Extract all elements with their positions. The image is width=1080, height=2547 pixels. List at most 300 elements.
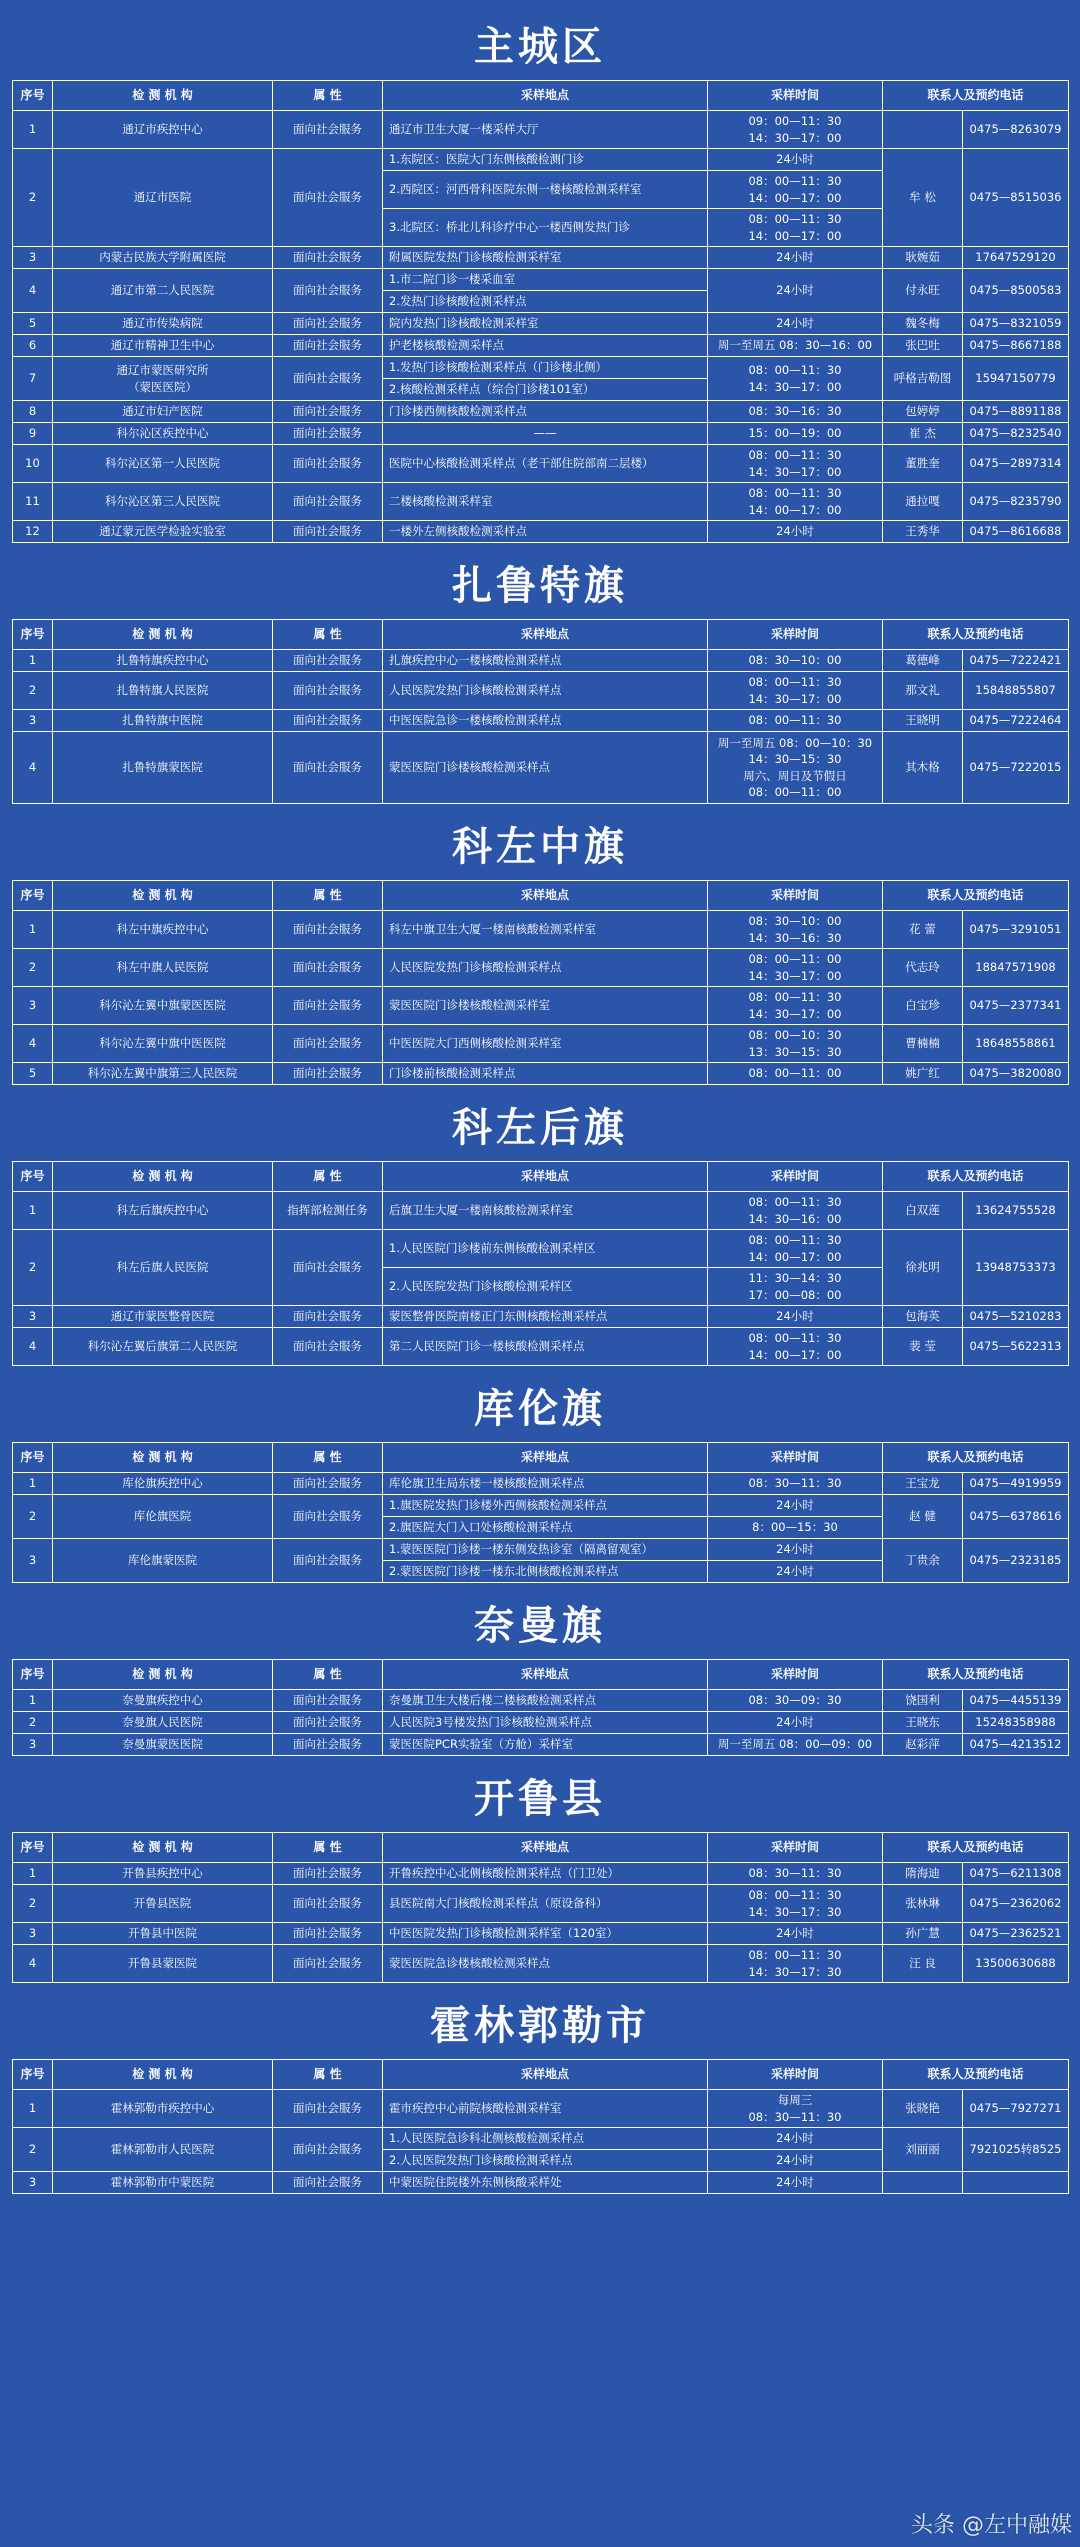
schedule-table: [12, 1832, 1069, 1983]
sampling-site: 中蒙医院住院楼外东侧核酸采样处: [383, 2172, 708, 2194]
sampling-time-line: 14：00—17：00: [748, 190, 842, 205]
table-row: [13, 483, 1069, 521]
table-row: [13, 1495, 1069, 1517]
sampling-site: 蒙医医院PCR实验室（方舱）采样室: [383, 1734, 708, 1756]
sampling-time-line: 11：30—14：30: [748, 1271, 842, 1286]
table-row: [13, 313, 1069, 335]
row-number: 4: [13, 1328, 53, 1366]
table-row: [13, 401, 1069, 423]
contact-person: 张巴吐: [883, 335, 963, 357]
column-header-time: 采样时间: [708, 1660, 883, 1690]
row-number: 12: [13, 521, 53, 543]
service-attribute: 面向社会服务: [273, 2128, 383, 2172]
row-number: 3: [13, 1306, 53, 1328]
row-number: 2: [13, 1885, 53, 1923]
contact-phone: 15848855807: [963, 672, 1069, 710]
institution-name: [53, 672, 273, 710]
column-header-no: 序号: [13, 1660, 53, 1690]
sampling-site: 科左中旗卫生大厦一楼南核酸检测采样室: [383, 911, 708, 949]
sampling-site: 二楼核酸检测采样室: [383, 483, 708, 521]
table-row: [13, 149, 1069, 171]
institution-name: [53, 1945, 273, 1983]
sampling-site: 医院中心核酸检测采样点（老干部住院部南二层楼）: [383, 445, 708, 483]
row-number: 2: [13, 672, 53, 710]
sampling-site: 人民医院3号楼发热门诊核酸检测采样点: [383, 1712, 708, 1734]
section-title: 科左中旗: [452, 824, 628, 870]
table-header-row: [13, 1660, 1069, 1690]
contact-person: 白双莲: [883, 1192, 963, 1230]
sampling-time: [708, 171, 883, 209]
sampling-site: 开鲁疾控中心北侧核酸检测采样点（门卫处）: [383, 1863, 708, 1885]
sampling-time-line: 14：30—17：00: [748, 1006, 842, 1021]
column-header-site: 采样地点: [383, 81, 708, 111]
institution-name: [53, 2172, 273, 2194]
table-header-row: [13, 2060, 1069, 2090]
institution-name: [53, 732, 273, 804]
table-row: [13, 111, 1069, 149]
service-attribute: 面向社会服务: [273, 1495, 383, 1539]
sampling-time-line: 14：30—17：00: [748, 464, 842, 479]
table-header-row: [13, 1443, 1069, 1473]
sampling-site: 人民医院发热门诊核酸检测采样点: [383, 949, 708, 987]
institution-name-line: 库伦旗医院: [133, 1509, 192, 1524]
sampling-site: 1.蒙医医院门诊楼一楼东侧发热诊室（隔离留观室）: [383, 1539, 708, 1561]
column-header-time: 采样时间: [708, 2060, 883, 2090]
sampling-site: 护老楼核酸检测采样点: [383, 335, 708, 357]
service-attribute: 面向社会服务: [273, 1690, 383, 1712]
institution-name-line: 科尔沁左翼中旗第三人民医院: [87, 1066, 238, 1081]
row-number: 1: [13, 1192, 53, 1230]
institution-name-line: 奈曼旗人民医院: [122, 1715, 203, 1730]
column-header-no: 序号: [13, 2060, 53, 2090]
table-header-row: [13, 620, 1069, 650]
sampling-site: 一楼外左侧核酸检测采样点: [383, 521, 708, 543]
contact-person: 牟 松: [883, 149, 963, 247]
sampling-site: 县医院南大门核酸检测采样点（原设备科）: [383, 1885, 708, 1923]
institution-name: [53, 401, 273, 423]
service-attribute: 面向社会服务: [273, 483, 383, 521]
sampling-site: 1.旗医院发热门诊楼外西侧核酸检测采样点: [383, 1495, 708, 1517]
contact-person: 耿婉茹: [883, 247, 963, 269]
sampling-site: 1.东院区：医院大门东侧核酸检测门诊: [383, 149, 708, 171]
sampling-time-line: 08：00—11：30: [748, 363, 842, 378]
institution-name-line: 奈曼旗蒙医医院: [122, 1737, 203, 1752]
sampling-site: 库伦旗卫生局东楼一楼核酸检测采样点: [383, 1473, 708, 1495]
institution-name: [53, 1328, 273, 1366]
sampling-time-line: 08：00—11：30: [748, 1233, 842, 1248]
sampling-time-line: 08：30—11：30: [748, 2109, 842, 2124]
institution-name-line: 通辽市蒙医研究所: [116, 363, 209, 378]
institution-name: [53, 423, 273, 445]
institution-name: [53, 2090, 273, 2128]
column-header-no: 序号: [13, 1833, 53, 1863]
contact-phone: 0475—6211308: [963, 1863, 1069, 1885]
column-header-site: 采样地点: [383, 1443, 708, 1473]
sampling-site: 蒙医医院门诊楼核酸检测采样点: [383, 732, 708, 804]
column-header-contact: 联系人及预约电话: [883, 620, 1069, 650]
service-attribute: 面向社会服务: [273, 1863, 383, 1885]
service-attribute: 面向社会服务: [273, 357, 383, 401]
table-row: [13, 1230, 1069, 1268]
contact-person: 赵彩萍: [883, 1734, 963, 1756]
table-row: [13, 987, 1069, 1025]
institution-name: [53, 911, 273, 949]
row-number: 4: [13, 1025, 53, 1063]
sampling-time: [708, 1561, 883, 1583]
sampling-time-line: 24小时: [776, 1926, 814, 1941]
sampling-time-line: 24小时: [776, 1542, 814, 1557]
institution-name-line: 霍林郭勒市疾控中心: [110, 2101, 215, 2116]
sampling-time: [708, 1734, 883, 1756]
sampling-site: ——: [383, 423, 708, 445]
sampling-time: [708, 209, 883, 247]
sampling-time-line: 24小时: [776, 524, 814, 539]
sampling-time: [708, 335, 883, 357]
service-attribute: 面向社会服务: [273, 247, 383, 269]
sampling-time-line: 08：00—11：30: [748, 675, 842, 690]
institution-name: [53, 1192, 273, 1230]
table-header-row: [13, 1833, 1069, 1863]
sampling-time-line: 14：00—17：00: [748, 1347, 842, 1362]
column-header-no: 序号: [13, 81, 53, 111]
sampling-time-line: 24小时: [776, 250, 814, 265]
institution-name: [53, 1712, 273, 1734]
row-number: 2: [13, 1712, 53, 1734]
contact-phone: 0475—4213512: [963, 1734, 1069, 1756]
institution-name-line: 通辽市传染病院: [122, 316, 203, 331]
column-header-time: 采样时间: [708, 881, 883, 911]
table-row: [13, 357, 1069, 379]
column-header-contact: 联系人及预约电话: [883, 1443, 1069, 1473]
row-number: 3: [13, 987, 53, 1025]
schedule-table: [12, 1161, 1069, 1366]
row-number: 3: [13, 247, 53, 269]
column-header-contact: 联系人及预约电话: [883, 881, 1069, 911]
institution-name-line: 通辽市疾控中心: [122, 122, 203, 137]
contact-phone: 0475—6378616: [963, 1495, 1069, 1539]
sampling-site: 3.北院区：桥北儿科诊疗中心一楼西侧发热门诊: [383, 209, 708, 247]
table-row: [13, 1712, 1069, 1734]
sampling-time-line: 08：00—11：30: [748, 1331, 842, 1346]
table-header-row: [13, 81, 1069, 111]
column-header-inst: 检 测 机 构: [53, 1443, 273, 1473]
contact-person: 葛德峰: [883, 650, 963, 672]
contact-phone: 0475—8891188: [963, 401, 1069, 423]
sampling-site: 门诊楼前核酸检测采样点: [383, 1063, 708, 1085]
institution-name: [53, 247, 273, 269]
sampling-time: [708, 1690, 883, 1712]
contact-phone: 0475—8667188: [963, 335, 1069, 357]
contact-phone: 17647529120: [963, 247, 1069, 269]
row-number: 1: [13, 2090, 53, 2128]
service-attribute: 指挥部检测任务: [273, 1192, 383, 1230]
sampling-time-line: 08：00—11：30: [748, 448, 842, 463]
sampling-site: 2.人民医院发热门诊核酸检测采样区: [383, 1268, 708, 1306]
institution-name-line: 科左后旗疾控中心: [116, 1203, 209, 1218]
sampling-time-line: 08：00—11：30: [748, 212, 842, 227]
sampling-site: 门诊楼西侧核酸检测采样点: [383, 401, 708, 423]
institution-name-line: 扎鲁特旗蒙医院: [122, 760, 203, 775]
sampling-site: 中医医院发热门诊核酸检测采样室（120室）: [383, 1923, 708, 1945]
row-number: 2: [13, 1230, 53, 1306]
institution-name-line: 开鲁县疾控中心: [122, 1866, 203, 1881]
contact-person: 王晓东: [883, 1712, 963, 1734]
sampling-site: 中医医院大门西侧核酸检测采样室: [383, 1025, 708, 1063]
institution-name: [53, 1306, 273, 1328]
sampling-time-line: 08：00—10：30: [748, 1028, 842, 1043]
contact-person: 代志玲: [883, 949, 963, 987]
section: [12, 14, 1068, 543]
sampling-time-line: 08：00—11：30: [748, 1948, 842, 1963]
column-header-time: 采样时间: [708, 620, 883, 650]
row-number: 1: [13, 650, 53, 672]
service-attribute: 面向社会服务: [273, 313, 383, 335]
sampling-time-line: 24小时: [776, 1564, 814, 1579]
institution-name-line: 霍林郭勒市中蒙医院: [110, 2175, 215, 2190]
institution-name: [53, 269, 273, 313]
sampling-site: 2.西院区：河西骨科医院东侧一楼核酸检测采样室: [383, 171, 708, 209]
sampling-site: 中医医院急诊一楼核酸检测采样点: [383, 710, 708, 732]
table-row: [13, 1539, 1069, 1561]
table-row: [13, 1328, 1069, 1366]
service-attribute: 面向社会服务: [273, 1539, 383, 1583]
schedule-table: [12, 80, 1069, 543]
table-row: [13, 1063, 1069, 1085]
service-attribute: 面向社会服务: [273, 1885, 383, 1923]
institution-name-line: 通辽市精神卫生中心: [110, 338, 215, 353]
row-number: 10: [13, 445, 53, 483]
sampling-time-line: 24小时: [776, 2131, 814, 2146]
column-header-contact: 联系人及预约电话: [883, 2060, 1069, 2090]
watermark: 头条 @左中融媒: [911, 2513, 1072, 2538]
sampling-site: 1.市二院门诊一楼采血室: [383, 269, 708, 291]
service-attribute: 面向社会服务: [273, 335, 383, 357]
section: [12, 1993, 1068, 2194]
sampling-time-line: 08：00—11：30: [748, 174, 842, 189]
sampling-time: [708, 987, 883, 1025]
institution-name: [53, 1885, 273, 1923]
column-header-attr: 属 性: [273, 81, 383, 111]
institution-name-line: 库伦旗疾控中心: [122, 1476, 203, 1491]
sampling-time-line: 周一至周五 08：30—16：00: [717, 338, 873, 353]
table-row: [13, 911, 1069, 949]
column-header-no: 序号: [13, 1443, 53, 1473]
sampling-site: 通辽市卫生大厦一楼采样大厅: [383, 111, 708, 149]
sampling-time-line: 14：30—17：00: [748, 130, 842, 145]
institution-name: [53, 445, 273, 483]
service-attribute: 面向社会服务: [273, 1945, 383, 1983]
sampling-time-line: 14：30—17：00: [748, 379, 842, 394]
row-number: 5: [13, 313, 53, 335]
service-attribute: 面向社会服务: [273, 149, 383, 247]
institution-name-line: 通辽市第二人民医院: [110, 283, 215, 298]
sampling-time: [708, 1539, 883, 1561]
sampling-time-line: 24小时: [776, 1498, 814, 1513]
sampling-time: [708, 483, 883, 521]
institution-name-line: 奈曼旗疾控中心: [122, 1693, 203, 1708]
column-header-inst: 检 测 机 构: [53, 1162, 273, 1192]
row-number: 4: [13, 732, 53, 804]
column-header-inst: 检 测 机 构: [53, 881, 273, 911]
contact-phone: 0475—5210283: [963, 1306, 1069, 1328]
table-header-row: [13, 881, 1069, 911]
table-row: [13, 1690, 1069, 1712]
institution-name-line: 通辽市医院: [133, 190, 192, 205]
contact-person: 董胜奎: [883, 445, 963, 483]
table-row: [13, 1885, 1069, 1923]
sampling-time-line: 14：00—17：00: [748, 228, 842, 243]
table-row: [13, 1473, 1069, 1495]
section: [12, 1766, 1068, 1983]
institution-name: [53, 710, 273, 732]
institution-name: [53, 987, 273, 1025]
contact-person: 白宝珍: [883, 987, 963, 1025]
institution-name-line: 科左中旗人民医院: [116, 960, 209, 975]
sampling-site: 蒙医医院门诊楼核酸检测采样室: [383, 987, 708, 1025]
row-number: 8: [13, 401, 53, 423]
column-header-inst: 检 测 机 构: [53, 1833, 273, 1863]
sampling-time: [708, 732, 883, 804]
service-attribute: 面向社会服务: [273, 1712, 383, 1734]
contact-person: 张晓艳: [883, 2090, 963, 2128]
sampling-time-line: 14：30—17：30: [748, 1964, 842, 1979]
contact-person: 裴 莹: [883, 1328, 963, 1366]
institution-name-line: 扎鲁特旗人民医院: [116, 683, 209, 698]
sampling-site: 奈曼旗卫生大楼后楼二楼核酸检测采样点: [383, 1690, 708, 1712]
column-header-attr: 属 性: [273, 1443, 383, 1473]
sampling-time-line: 08：00—11：00: [748, 1066, 842, 1081]
row-number: 3: [13, 2172, 53, 2194]
sections-container: [12, 14, 1068, 2194]
contact-person: 赵 健: [883, 1495, 963, 1539]
section-title: 科左后旗: [452, 1105, 628, 1151]
contact-phone: [963, 2172, 1069, 2194]
row-number: 6: [13, 335, 53, 357]
row-number: 3: [13, 1923, 53, 1945]
contact-phone: 15248358988: [963, 1712, 1069, 1734]
sampling-site: 1.发热门诊核酸检测采样点（门诊楼北侧）: [383, 357, 708, 379]
contact-phone: 0475—2897314: [963, 445, 1069, 483]
sampling-time-line: 08：00—11：30: [748, 990, 842, 1005]
contact-phone: 0475—4455139: [963, 1690, 1069, 1712]
sampling-site: 蒙医医院急诊楼核酸检测采样点: [383, 1945, 708, 1983]
schedule-table: [12, 2059, 1069, 2194]
contact-phone: 18648558861: [963, 1025, 1069, 1063]
contact-phone: 0475—8515036: [963, 149, 1069, 247]
contact-phone: 13624755528: [963, 1192, 1069, 1230]
sampling-time-line: 周一至周五 08：00—09：00: [717, 1737, 873, 1752]
sampling-time-line: 14：00—17：00: [748, 502, 842, 517]
sampling-site: 2.核酸检测采样点（综合门诊楼101室）: [383, 379, 708, 401]
sampling-time-line: 17：00—08：00: [748, 1287, 842, 1302]
service-attribute: 面向社会服务: [273, 445, 383, 483]
column-header-inst: 检 测 机 构: [53, 1660, 273, 1690]
sampling-time: [708, 650, 883, 672]
sampling-time: [708, 1328, 883, 1366]
section-title: 主城区: [474, 24, 606, 70]
contact-person: 刘丽丽: [883, 2128, 963, 2172]
table-row: [13, 2172, 1069, 2194]
column-header-time: 采样时间: [708, 81, 883, 111]
sampling-site: 1.人民医院急诊科北侧核酸检测采样点: [383, 2128, 708, 2150]
table-row: [13, 1306, 1069, 1328]
column-header-no: 序号: [13, 620, 53, 650]
sampling-time: [708, 1230, 883, 1268]
section-title: 扎鲁特旗: [452, 563, 628, 609]
service-attribute: 面向社会服务: [273, 1063, 383, 1085]
sampling-time-line: 每周三: [777, 2093, 813, 2108]
contact-phone: 7921025转8525: [963, 2128, 1069, 2172]
service-attribute: 面向社会服务: [273, 911, 383, 949]
column-header-site: 采样地点: [383, 881, 708, 911]
sampling-time-line: 15：00—19：00: [748, 426, 842, 441]
sampling-time: [708, 2128, 883, 2150]
column-header-attr: 属 性: [273, 1660, 383, 1690]
sampling-time: [708, 1192, 883, 1230]
institution-name-line: 科尔沁左翼后旗第二人民医院: [87, 1339, 238, 1354]
sampling-time: [708, 357, 883, 401]
sampling-time-line: 14：00—17：00: [748, 1249, 842, 1264]
schedule-table: [12, 1659, 1069, 1756]
institution-name: [53, 335, 273, 357]
section: [12, 814, 1068, 1085]
table-row: [13, 445, 1069, 483]
sampling-time: [708, 1885, 883, 1923]
contact-person: 其木格: [883, 732, 963, 804]
sampling-time-line: 08：00—11：30: [748, 486, 842, 501]
sampling-time: [708, 949, 883, 987]
contact-person: 隋海迪: [883, 1863, 963, 1885]
table-row: [13, 335, 1069, 357]
sampling-time: [708, 269, 883, 313]
table-row: [13, 732, 1069, 804]
institution-name: [53, 1473, 273, 1495]
contact-phone: 0475—7222421: [963, 650, 1069, 672]
section-title: 库伦旗: [474, 1386, 606, 1432]
contact-phone: 13500630688: [963, 1945, 1069, 1983]
contact-person: 魏冬梅: [883, 313, 963, 335]
row-number: 1: [13, 1863, 53, 1885]
service-attribute: 面向社会服务: [273, 1734, 383, 1756]
sampling-time: [708, 445, 883, 483]
sampling-time-line: 周一至周五 08：00—10：30: [717, 736, 873, 751]
contact-person: 饶国利: [883, 1690, 963, 1712]
contact-phone: 0475—2323185: [963, 1539, 1069, 1583]
contact-person: 包海英: [883, 1306, 963, 1328]
service-attribute: 面向社会服务: [273, 2172, 383, 2194]
table-row: [13, 1025, 1069, 1063]
sampling-site: 2.蒙医医院门诊楼一楼东北侧核酸检测采样点: [383, 1561, 708, 1583]
sampling-time: [708, 423, 883, 445]
sampling-time: [708, 401, 883, 423]
row-number: 5: [13, 1063, 53, 1085]
contact-person: 孙广慧: [883, 1923, 963, 1945]
table-row: [13, 650, 1069, 672]
column-header-site: 采样地点: [383, 620, 708, 650]
sampling-site: 1.人民医院门诊楼前东侧核酸检测采样区: [383, 1230, 708, 1268]
row-number: 4: [13, 1945, 53, 1983]
sampling-time-line: 08：00—11：30: [748, 1888, 842, 1903]
contact-person: 呼格吉勒图: [883, 357, 963, 401]
sampling-time: [708, 1063, 883, 1085]
column-header-attr: 属 性: [273, 620, 383, 650]
table-row: [13, 672, 1069, 710]
contact-person: 付永旺: [883, 269, 963, 313]
service-attribute: 面向社会服务: [273, 1230, 383, 1306]
sampling-time-line: 08：00—11：30: [748, 1195, 842, 1210]
sampling-time-line: 24小时: [776, 2175, 814, 2190]
row-number: 1: [13, 1690, 53, 1712]
